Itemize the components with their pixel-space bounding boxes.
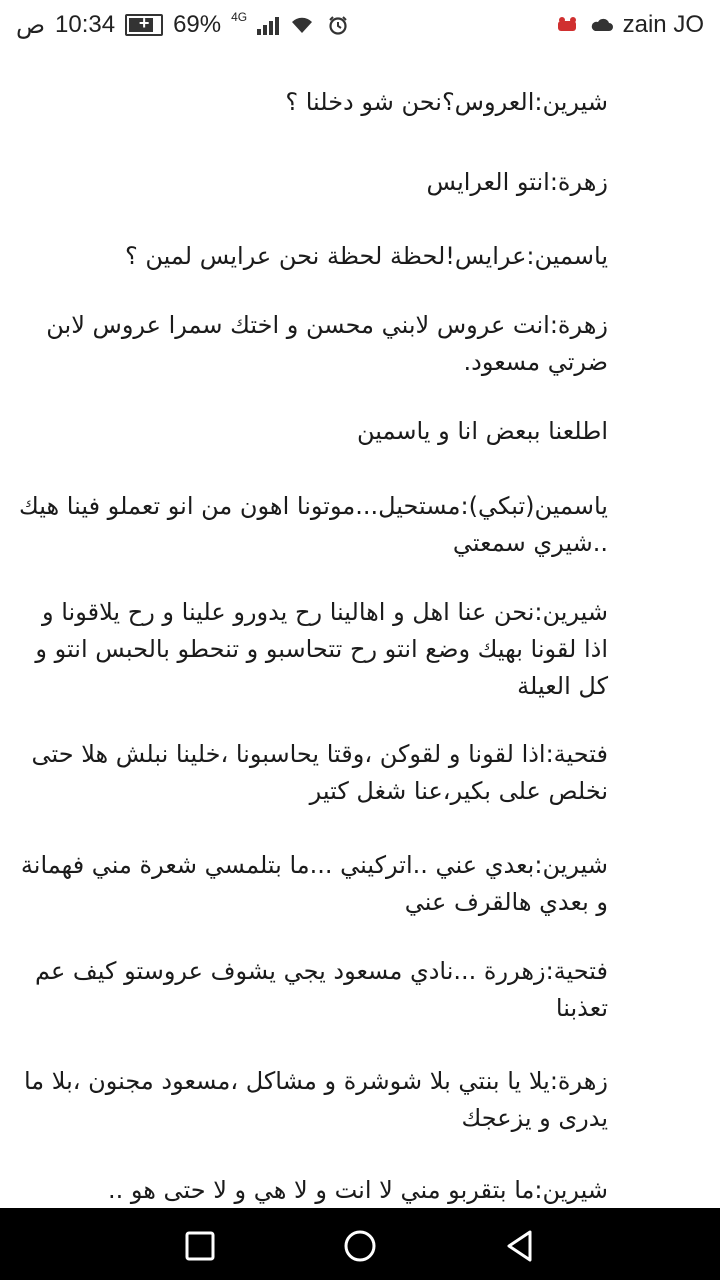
status-bar [0,0,720,50]
story-content [0,50,720,1208]
paragraph: شيرين:نحن عنا اهل و اهالينا رح يدورو علينا و رح يلاقونا و اذا لقونا بهيك وضع انتو رح تتحاسبو و تنحطو بالحبس انتو و كل العيلة [35,598,608,700]
paragraph: زهرة:يلا يا بنتي بلا شوشرة و مشاكل ،مسعود مجنون ،بلا ما يدرى و يزعجك [23,1067,608,1132]
paragraph: شيرين:العروس؟نحن شو دخلنا ؟ [285,88,608,116]
cloud-icon [589,15,615,35]
back-button[interactable] [500,1226,540,1266]
status-right [555,10,704,40]
paragraph: ياسمين(تبكي):مستحيل...موتونا اهون من انو تعملو فينا هيك ..شيري سمعتي [19,492,608,557]
clock: 10:34 [55,11,116,38]
alarm-icon [325,15,351,35]
battery-percent: 69% [173,11,222,38]
network-type: 4G [231,10,248,24]
paragraph: فتحية:اذا لقونا و لقوكن ،وقتا يحاسبونا ،خلينا نبلش هلا حتى نخلص على بكير،عنا شغل كتير [31,740,608,805]
recents-button[interactable] [180,1226,220,1266]
battery-icon: + [125,14,163,36]
paragraph: فتحية:زهررة ...نادي مسعود يجي يشوف عروستو كيف عم تعذبنا [35,957,608,1022]
navigation-bar [0,1208,720,1280]
home-button[interactable] [340,1226,380,1266]
paragraph: زهرة:انت عروس لابني محسن و اختك سمرا عروس لابن ضرتي مسعود. [46,311,608,376]
ampm-indicator: ص [16,11,46,39]
carrier-name: zain JO [622,11,704,38]
paragraph: اطلعنا ببعض انا و ياسمين [356,417,608,445]
notification-icon [555,15,581,35]
paragraph: شيرين:ما بتقربو مني لا انت و لا هي و لا حتى هو .. [107,1176,608,1204]
paragraph: ياسمين:عرايس!لحظة لحظة نحن عرايس لمين ؟ [125,242,608,270]
signal-icon [257,15,279,35]
cut-off-text [258,50,608,52]
wifi-icon [289,15,315,35]
paragraph: زهرة:انتو العرايس [426,168,608,196]
status-left [16,10,351,40]
paragraph: شيرين:بعدي عني ..اتركيني ...ما بتلمسي شعرة مني فهمانة و بعدي هالقرف عني [20,851,608,916]
